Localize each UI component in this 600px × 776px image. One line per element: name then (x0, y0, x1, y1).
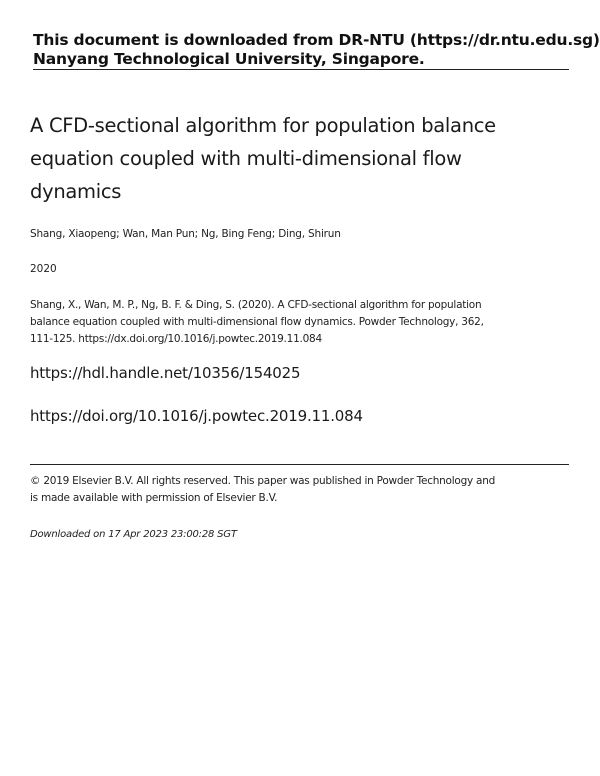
doi-link[interactable]: https://doi.org/10.1016/j.powtec.2019.11.084 (30, 407, 363, 425)
citation-text: Shang, X., Wan, M. P., Ng, B. F. & Ding, S. (2020). A CFD-sectional algorithm for population balance equation coupled with multi-dimensional flow dynamics. Powder Technology, 362, 111-125. https://dx.doi.org/10.1016/j.powtec.2019.11.084 (30, 299, 484, 345)
copyright-notice: © 2019 Elsevier B.V. All rights reserved. This paper was published in Powder Technology and is made available with permission of Elsevier B.V. (30, 475, 496, 504)
article-authors: Shang, Xiaopeng; Wan, Man Pun; Ng, Bing Feng; Ding, Shirun (30, 228, 341, 240)
header-source-line: This document is downloaded from DR-NTU (https://dr.ntu.edu.sg) (33, 31, 600, 49)
handle-link[interactable]: https://hdl.handle.net/10356/154025 (30, 364, 301, 382)
publication-year: 2020 (30, 263, 57, 275)
download-timestamp: Downloaded on 17 Apr 2023 23:00:28 SGT (30, 529, 237, 540)
repository-header (33, 31, 600, 69)
header-institution-line: Nanyang Technological University, Singapore. (33, 50, 425, 68)
footer-divider (30, 464, 569, 465)
header-divider (33, 69, 569, 70)
article-title: A CFD-sectional algorithm for population balance equation coupled with multi-dimensional flow dynamics (30, 114, 496, 203)
